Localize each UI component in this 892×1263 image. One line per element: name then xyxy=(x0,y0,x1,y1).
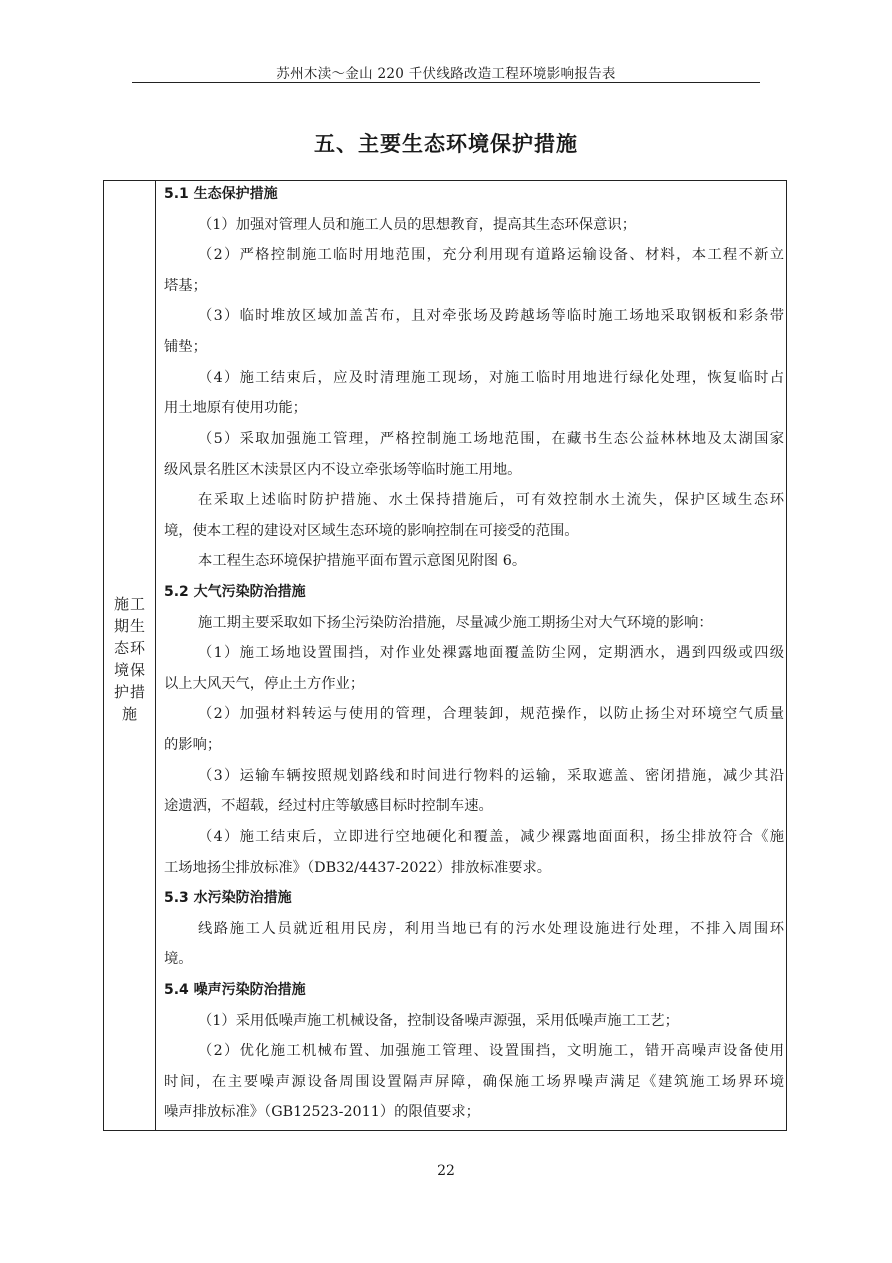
text-line: （2）加强材料转运与使用的管理，合理装卸，规范操作，以防止扬尘对环境空气质量 xyxy=(198,706,784,722)
section-heading-5-3: 5.3 水污染防治措施 xyxy=(164,890,292,906)
text-line: 境。 xyxy=(164,951,193,967)
text-line: （1）加强对管理人员和施工人员的思想教育，提高其生态环保意识； xyxy=(198,217,636,233)
category-label xyxy=(110,593,150,725)
text-line: （3）运输车辆按照规划路线和时间进行物料的运输，采取遮盖、密闭措施，减少其沿 xyxy=(198,768,784,784)
text-line: （5）采取加强施工管理，严格控制施工场地范围，在藏书生态公益林林地及太湖国家 xyxy=(198,431,784,447)
text-line: 噪声排放标准》（GB12523-2011）的限值要求； xyxy=(164,1104,480,1120)
text-line: 用土地原有使用功能； xyxy=(164,400,307,416)
text-line: （1）施工场地设置围挡，对作业处裸露地面覆盖防尘网，定期洒水，遇到四级或四级 xyxy=(198,645,784,661)
text-line: 塔基； xyxy=(164,278,207,294)
text-line: （2）优化施工机械布置、加强施工管理、设置围挡，文明施工，错开高噪声设备使用 xyxy=(198,1043,784,1059)
text-line: 级风景名胜区木渎景区内不设立牵张场等临时施工用地。 xyxy=(164,462,522,478)
page-number: 22 xyxy=(437,1163,455,1179)
text-line: 途遗洒，不超载，经过村庄等敏感目标时控制车速。 xyxy=(164,798,493,814)
text-line: 本工程生态环境保护措施平面布置示意图见附图 6。 xyxy=(198,553,527,569)
category-label-line: 态环 xyxy=(113,639,146,657)
category-column xyxy=(104,181,156,1130)
section-heading-5-1: 5.1 生态保护措施 xyxy=(164,186,278,202)
section-heading-5-2: 5.2 大气污染防治措施 xyxy=(164,584,306,600)
text-line: 时间，在主要噪声源设备周围设置隔声屏障，确保施工场界噪声满足《建筑施工场界环境 xyxy=(164,1074,784,1090)
text-line: （4）施工结束后，应及时清理施工现场，对施工临时用地进行绿化处理，恢复临时占 xyxy=(198,370,784,386)
text-line: 以上大风天气，停止土方作业； xyxy=(164,676,365,692)
text-line: 的影响； xyxy=(164,737,222,753)
category-label-line: 期生 xyxy=(113,617,146,635)
text-line: （4）施工结束后，立即进行空地硬化和覆盖，减少裸露地面面积，扬尘排放符合《施 xyxy=(198,829,784,845)
category-label-line: 护措 xyxy=(113,683,146,701)
text-line: 工场地扬尘排放标准》（DB32/4437-2022）排放标准要求。 xyxy=(164,860,552,876)
section-title: 五、主要生态环境保护措施 xyxy=(314,132,578,156)
text-line: （2）严格控制施工临时用地范围，充分利用现有道路运输设备、材料，本工程不新立 xyxy=(198,247,784,263)
page-header: 苏州木渎～金山 220 千伏线路改造工程环境影响报告表 xyxy=(276,66,616,82)
text-line: 在采取上述临时防护措施、水土保持措施后，可有效控制水土流失，保护区域生态环 xyxy=(198,492,784,508)
category-label-line: 境保 xyxy=(113,661,146,679)
section-heading-5-4: 5.4 噪声污染防治措施 xyxy=(164,982,306,998)
header-rule xyxy=(132,82,760,83)
text-line: 线路施工人员就近租用民房，利用当地已有的污水处理设施进行处理，不排入周围环 xyxy=(198,921,784,937)
text-line: 铺垫； xyxy=(164,339,207,355)
text-line: 境，使本工程的建设对区域生态环境的影响控制在可接受的范围。 xyxy=(164,523,579,539)
text-line: （3）临时堆放区域加盖苫布，且对牵张场及跨越场等临时施工场地采取钢板和彩条带 xyxy=(198,308,784,324)
text-line: 施工期主要采取如下扬尘污染防治措施，尽量减少施工期扬尘对大气环境的影响： xyxy=(198,615,713,631)
text-line: （1）采用低噪声施工机械设备，控制设备噪声源强，采用低噪声施工工艺； xyxy=(198,1013,679,1029)
measures-table xyxy=(103,180,787,1131)
category-label-line: 施 xyxy=(121,705,138,723)
category-label-line: 施工 xyxy=(113,595,146,613)
